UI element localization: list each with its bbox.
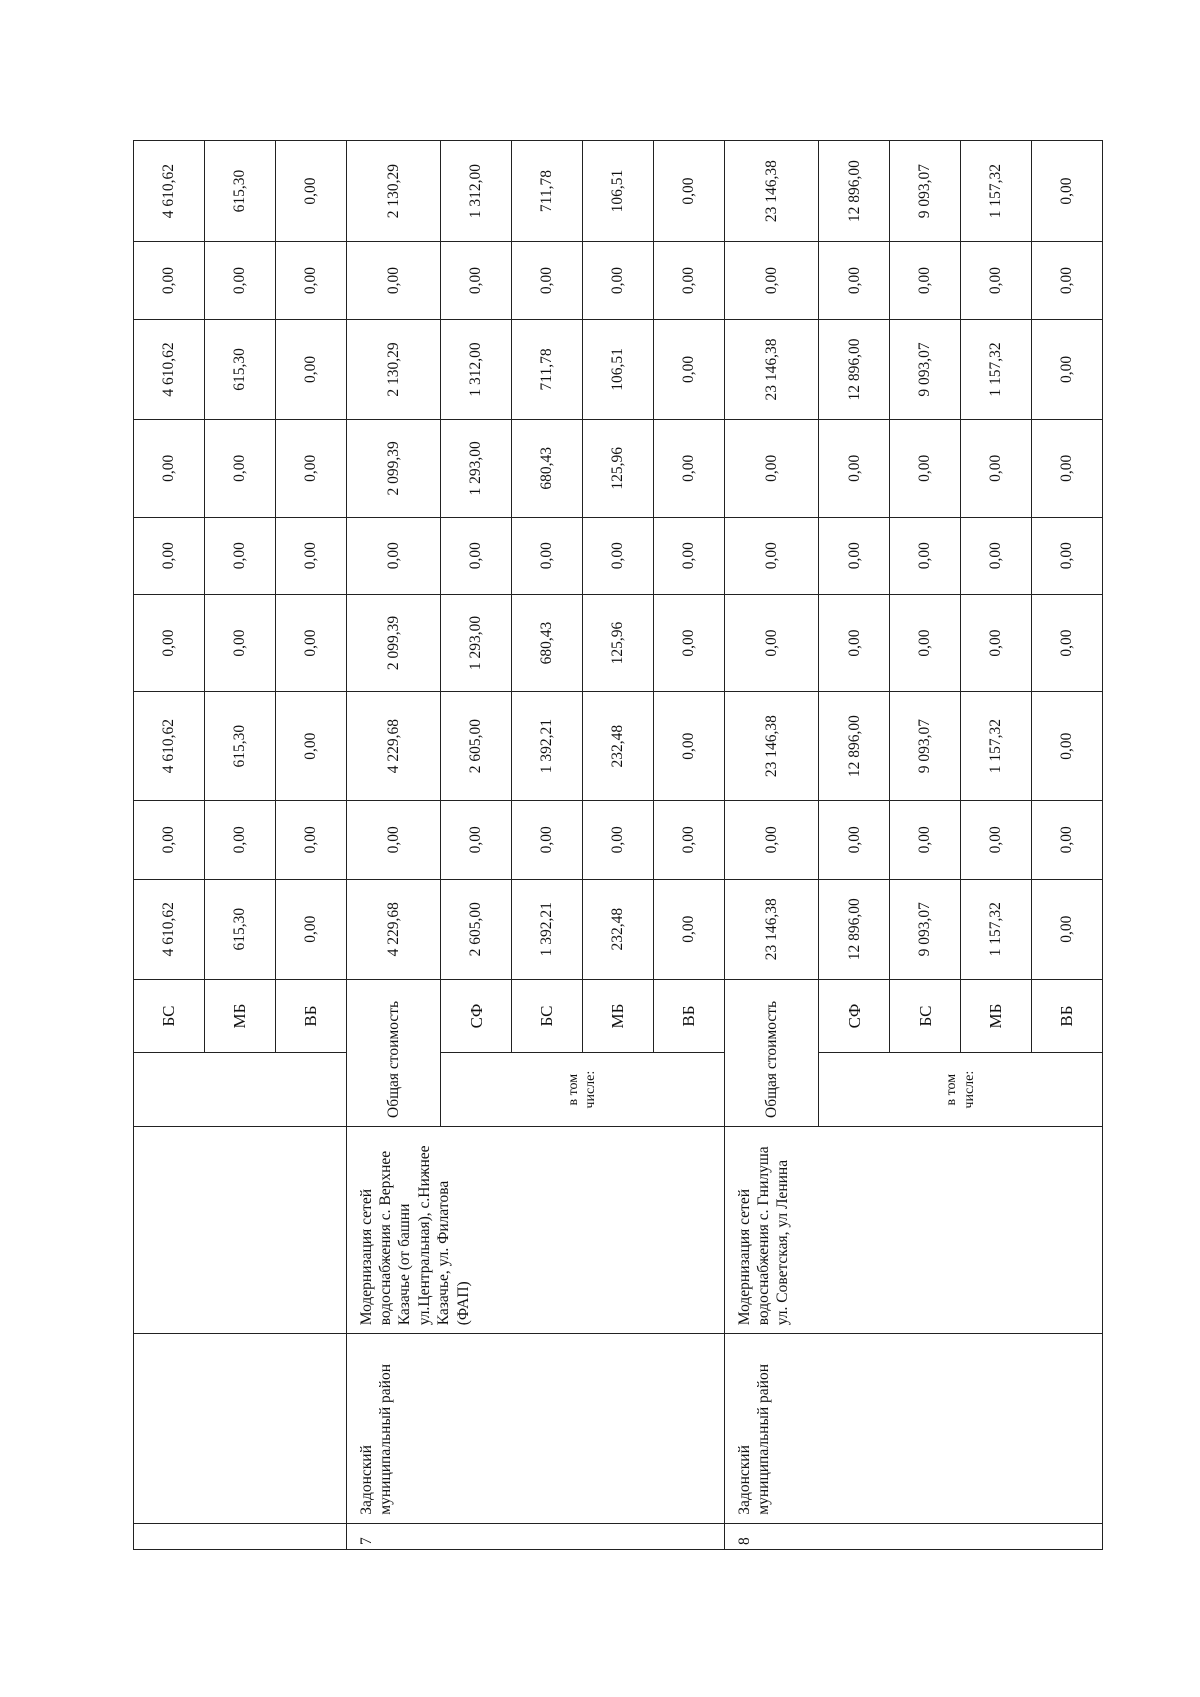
value-cell: 9 093,07 [890, 879, 961, 979]
value-cell: 0,00 [819, 800, 890, 879]
value-cell: 0,00 [653, 594, 724, 692]
value-cell: 1 312,00 [441, 319, 512, 419]
value-cell: 1 392,21 [512, 879, 583, 979]
value-cell: 0,00 [582, 517, 653, 594]
value-cell: 0,00 [275, 242, 346, 320]
including-label: в том числе: [819, 1053, 1103, 1127]
value-cell: 0,00 [1031, 517, 1102, 594]
value-cell: 2 130,29 [346, 319, 441, 419]
value-cell: 0,00 [961, 594, 1032, 692]
value-cell: 1 157,32 [961, 879, 1032, 979]
value-cell: 0,00 [134, 242, 205, 320]
value-cell: 106,51 [582, 319, 653, 419]
item-object: Модернизация сетей водоснабжения с. Гнилуша ул. Советская, ул Ленина [724, 1127, 1102, 1334]
value-cell: 1 157,32 [961, 319, 1032, 419]
value-cell: 23 146,38 [724, 319, 819, 419]
value-cell: 0,00 [653, 692, 724, 800]
value-cell: 1 157,32 [961, 692, 1032, 800]
source-code: МБ [582, 979, 653, 1053]
label-cell-empty [134, 1053, 347, 1127]
value-cell: 4 610,62 [134, 692, 205, 800]
value-cell: 0,00 [441, 800, 512, 879]
value-cell: 0,00 [653, 517, 724, 594]
value-cell: 4 229,68 [346, 879, 441, 979]
value-cell: 0,00 [890, 419, 961, 517]
table-row [134, 141, 205, 1550]
value-cell: 0,00 [346, 242, 441, 320]
value-cell: 1 392,21 [512, 692, 583, 800]
index-cell-empty [134, 1523, 347, 1549]
value-cell: 0,00 [275, 517, 346, 594]
value-cell: 0,00 [1031, 692, 1102, 800]
value-cell: 0,00 [724, 242, 819, 320]
value-cell: 0,00 [819, 242, 890, 320]
value-cell: 232,48 [582, 692, 653, 800]
source-code: БС [890, 979, 961, 1053]
value-cell: 1 312,00 [441, 141, 512, 242]
value-cell: 0,00 [582, 800, 653, 879]
value-cell: 0,00 [1031, 879, 1102, 979]
value-cell: 4 229,68 [346, 692, 441, 800]
value-cell: 0,00 [653, 242, 724, 320]
value-cell: 615,30 [204, 319, 275, 419]
value-cell: 4 610,62 [134, 141, 205, 242]
value-cell: 0,00 [204, 594, 275, 692]
value-cell: 2 099,39 [346, 419, 441, 517]
value-cell: 0,00 [819, 517, 890, 594]
value-cell: 680,43 [512, 419, 583, 517]
value-cell: 0,00 [204, 419, 275, 517]
total-label: Общая стоимость [346, 979, 441, 1126]
source-code: ВБ [653, 979, 724, 1053]
value-cell: 0,00 [275, 141, 346, 242]
item-district: Задонский муниципальный район [346, 1334, 724, 1523]
value-cell: 0,00 [653, 319, 724, 419]
value-cell: 0,00 [890, 242, 961, 320]
value-cell: 125,96 [582, 419, 653, 517]
value-cell: 9 093,07 [890, 692, 961, 800]
value-cell: 1 293,00 [441, 419, 512, 517]
value-cell: 0,00 [512, 242, 583, 320]
table-row [724, 141, 819, 1550]
item-object: Модернизация сетей водоснабжения с. Верхнее Казачье (от башни ул.Центральная), с.Нижнее Казачье, ул. Филатова (ФАП) [346, 1127, 724, 1334]
rotated-page [133, 140, 1103, 1550]
value-cell: 2 605,00 [441, 879, 512, 979]
table-row [346, 141, 441, 1550]
value-cell: 0,00 [441, 242, 512, 320]
total-label: Общая стоимость [724, 979, 819, 1126]
value-cell: 0,00 [819, 594, 890, 692]
value-cell: 0,00 [582, 242, 653, 320]
value-cell: 0,00 [512, 517, 583, 594]
source-code: МБ [204, 979, 275, 1053]
value-cell: 0,00 [724, 419, 819, 517]
item-index: 7 [346, 1523, 724, 1549]
value-cell: 0,00 [346, 517, 441, 594]
value-cell: 0,00 [1031, 800, 1102, 879]
value-cell: 12 896,00 [819, 692, 890, 800]
value-cell: 0,00 [441, 517, 512, 594]
value-cell: 0,00 [724, 800, 819, 879]
value-cell: 0,00 [204, 800, 275, 879]
value-cell: 0,00 [961, 242, 1032, 320]
source-code: ВБ [1031, 979, 1102, 1053]
value-cell: 4 610,62 [134, 319, 205, 419]
value-cell: 0,00 [1031, 319, 1102, 419]
value-cell: 125,96 [582, 594, 653, 692]
value-cell: 0,00 [653, 879, 724, 979]
value-cell: 0,00 [134, 800, 205, 879]
value-cell: 680,43 [512, 594, 583, 692]
value-cell: 0,00 [1031, 419, 1102, 517]
value-cell: 615,30 [204, 879, 275, 979]
value-cell: 0,00 [1031, 594, 1102, 692]
value-cell: 0,00 [961, 419, 1032, 517]
value-cell: 0,00 [275, 594, 346, 692]
source-code: БС [512, 979, 583, 1053]
value-cell: 0,00 [134, 517, 205, 594]
value-cell: 0,00 [961, 800, 1032, 879]
value-cell: 0,00 [275, 319, 346, 419]
including-label: в том числе: [441, 1053, 725, 1127]
value-cell: 0,00 [724, 594, 819, 692]
value-cell: 0,00 [512, 800, 583, 879]
source-code: МБ [961, 979, 1032, 1053]
value-cell: 0,00 [134, 594, 205, 692]
value-cell: 0,00 [204, 517, 275, 594]
value-cell: 0,00 [275, 800, 346, 879]
value-cell: 711,78 [512, 141, 583, 242]
item-index: 8 [724, 1523, 1102, 1549]
source-code: БС [134, 979, 205, 1053]
source-code: ВБ [275, 979, 346, 1053]
value-cell: 0,00 [819, 419, 890, 517]
value-cell: 0,00 [890, 594, 961, 692]
budget-table [133, 140, 1103, 1550]
value-cell: 12 896,00 [819, 879, 890, 979]
value-cell: 2 099,39 [346, 594, 441, 692]
value-cell: 12 896,00 [819, 319, 890, 419]
value-cell: 12 896,00 [819, 141, 890, 242]
source-code: СФ [819, 979, 890, 1053]
value-cell: 23 146,38 [724, 141, 819, 242]
value-cell: 0,00 [275, 419, 346, 517]
value-cell: 9 093,07 [890, 141, 961, 242]
value-cell: 0,00 [724, 517, 819, 594]
value-cell: 0,00 [653, 800, 724, 879]
value-cell: 1 293,00 [441, 594, 512, 692]
value-cell: 0,00 [653, 141, 724, 242]
value-cell: 0,00 [275, 692, 346, 800]
value-cell: 0,00 [961, 517, 1032, 594]
value-cell: 711,78 [512, 319, 583, 419]
value-cell: 1 157,32 [961, 141, 1032, 242]
value-cell: 0,00 [890, 517, 961, 594]
item-district: Задонский муниципальный район [724, 1334, 1102, 1523]
value-cell: 106,51 [582, 141, 653, 242]
value-cell: 0,00 [134, 419, 205, 517]
value-cell: 0,00 [204, 242, 275, 320]
value-cell: 232,48 [582, 879, 653, 979]
value-cell: 0,00 [1031, 141, 1102, 242]
value-cell: 0,00 [275, 879, 346, 979]
value-cell: 0,00 [890, 800, 961, 879]
value-cell: 0,00 [346, 800, 441, 879]
value-cell: 23 146,38 [724, 692, 819, 800]
source-code: СФ [441, 979, 512, 1053]
object-cell-empty [134, 1127, 347, 1334]
value-cell: 0,00 [1031, 242, 1102, 320]
value-cell: 615,30 [204, 141, 275, 242]
value-cell: 2 130,29 [346, 141, 441, 242]
value-cell: 23 146,38 [724, 879, 819, 979]
value-cell: 9 093,07 [890, 319, 961, 419]
value-cell: 615,30 [204, 692, 275, 800]
district-cell-empty [134, 1334, 347, 1523]
value-cell: 2 605,00 [441, 692, 512, 800]
value-cell: 4 610,62 [134, 879, 205, 979]
value-cell: 0,00 [653, 419, 724, 517]
